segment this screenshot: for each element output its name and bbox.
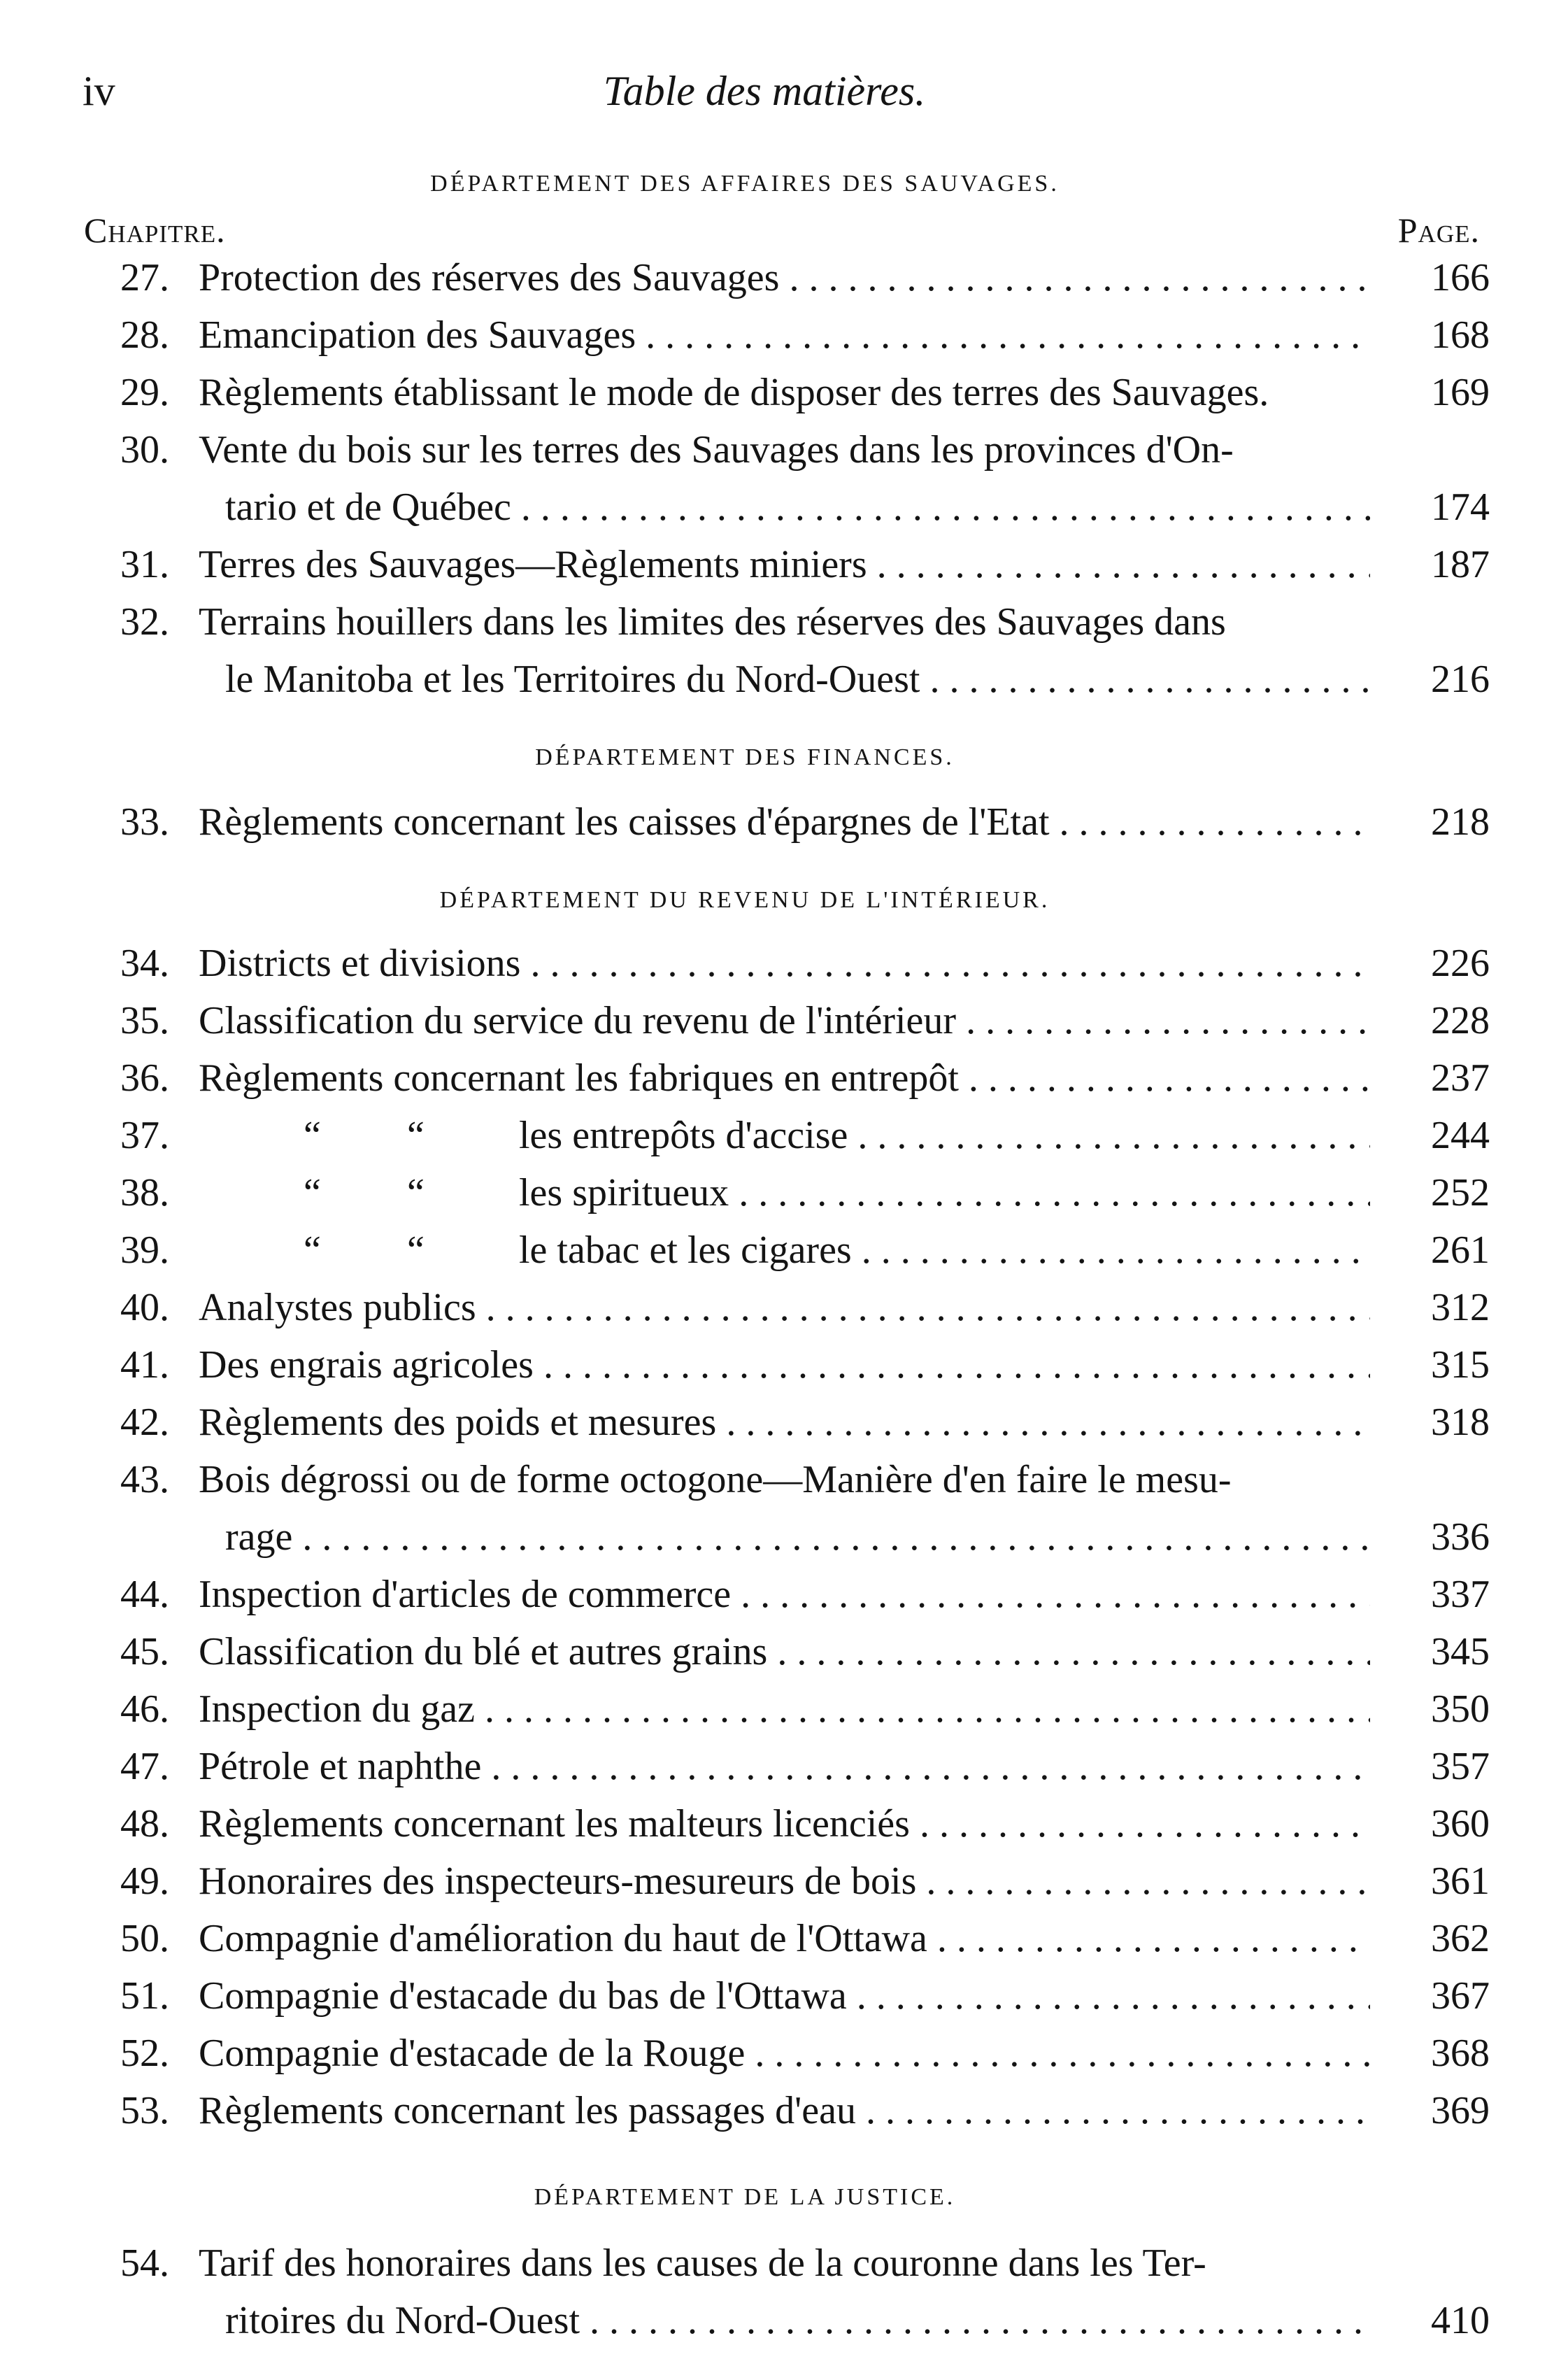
chapter-number: 39.: [120, 1228, 169, 1272]
leader-dots: [1050, 800, 1371, 844]
page-ref: 166: [1431, 256, 1490, 299]
page-ref: 368: [1431, 2032, 1490, 2075]
page-ref: 174: [1431, 486, 1490, 529]
entry-title: Règlements concernant les passages d'eau: [199, 2089, 856, 2132]
chapter-number: 41.: [120, 1343, 169, 1387]
entry-title: Districts et divisions: [199, 942, 521, 985]
section-title: DÉPARTEMENT DES AFFAIRES DES SAUVAGES.: [430, 171, 1060, 197]
page-ref: 237: [1431, 1056, 1490, 1100]
leader-dots: [856, 2089, 1370, 2132]
leader-dots: [292, 1515, 1370, 1559]
entry-title: Terres des Sauvages—Règlements miniers: [199, 543, 867, 586]
leader-dots: [910, 1802, 1370, 1846]
page-ref: 360: [1431, 1802, 1490, 1846]
page-ref: 369: [1431, 2089, 1490, 2132]
entry-title: Terrains houillers dans les limites des réserves des Sauvages dans: [199, 600, 1226, 644]
page-ref: 318: [1431, 1401, 1490, 1444]
entry-title: Inspection d'articles de commerce: [199, 1573, 732, 1616]
entry-title: Emancipation des Sauvages: [199, 313, 636, 357]
ditto-mark: “: [407, 1228, 425, 1272]
chapter-number: 40.: [120, 1286, 169, 1329]
chapter-number: 45.: [120, 1630, 169, 1673]
page-ref: 362: [1431, 1917, 1490, 1960]
chapter-number: 31.: [120, 543, 169, 586]
entry-title: Règlements établissant le mode de disposer des terres des Sauvages.: [199, 371, 1269, 414]
chapter-number: 34.: [120, 942, 169, 985]
page-ref: 244: [1431, 1114, 1490, 1157]
page-ref: 345: [1431, 1630, 1490, 1673]
page-ref: 312: [1431, 1286, 1490, 1329]
page-ref: 226: [1431, 942, 1490, 985]
leader-dots: [729, 1171, 1370, 1214]
leader-dots: [779, 256, 1370, 299]
ditto-mark: “: [407, 1171, 425, 1214]
page-ref: 169: [1431, 371, 1490, 414]
entry-title: Des engrais agricoles: [199, 1343, 534, 1387]
chapter-number: 46.: [120, 1687, 169, 1731]
section-title: DÉPARTEMENT DE LA JUSTICE.: [534, 2184, 956, 2210]
page-ref: 261: [1431, 1228, 1490, 1272]
column-header-page: Page.: [1397, 211, 1480, 250]
chapter-number: 28.: [120, 313, 169, 357]
page-ref: 315: [1431, 1343, 1490, 1387]
ditto-mark: “: [304, 1228, 321, 1272]
chapter-number: 27.: [120, 256, 169, 299]
chapter-number: 48.: [120, 1802, 169, 1846]
leader-dots: [847, 1974, 1370, 2018]
ditto-mark: “: [407, 1114, 425, 1157]
leader-dots: [927, 1917, 1370, 1960]
leader-dots: [481, 1745, 1370, 1788]
chapter-number: 54.: [120, 2241, 169, 2285]
page-ref: 410: [1431, 2299, 1490, 2342]
entry-title: les spiritueux: [519, 1171, 729, 1214]
entry-title: ritoires du Nord-Ouest: [225, 2299, 580, 2342]
chapter-number: 35.: [120, 999, 169, 1042]
entry-title: le tabac et les cigares: [519, 1228, 852, 1272]
chapter-number: 33.: [120, 800, 169, 844]
entry-title: Vente du bois sur les terres des Sauvages dans les provinces d'On-: [199, 428, 1234, 472]
section-title: DÉPARTEMENT DU REVENU DE L'INTÉRIEUR.: [439, 887, 1050, 913]
chapter-number: 49.: [120, 1860, 169, 1903]
entry-title: Règlements concernant les fabriques en entrepôt: [199, 1056, 959, 1100]
leader-dots: [852, 1228, 1370, 1272]
page-ref: 218: [1431, 800, 1490, 844]
leader-dots: [580, 2299, 1370, 2342]
column-header-chapter: Chapitre.: [84, 211, 226, 250]
leader-dots: [920, 658, 1370, 701]
leader-dots: [511, 486, 1370, 529]
running-title: Table des matières.: [603, 68, 926, 114]
entry-title: tario et de Québec: [225, 486, 511, 529]
chapter-number: 51.: [120, 1974, 169, 2018]
chapter-number: 43.: [120, 1458, 169, 1501]
page-ref: 252: [1431, 1171, 1490, 1214]
page-ref: 337: [1431, 1573, 1490, 1616]
leader-dots: [731, 1573, 1370, 1616]
page-number: iv: [83, 68, 115, 114]
chapter-number: 53.: [120, 2089, 169, 2132]
chapter-number: 37.: [120, 1114, 169, 1157]
leader-dots: [636, 313, 1370, 357]
entry-title: Compagnie d'amélioration du haut de l'Ottawa: [199, 1917, 927, 1960]
entry-title: Tarif des honoraires dans les causes de la couronne dans les Ter-: [199, 2241, 1206, 2285]
entry-title: Protection des réserves des Sauvages: [199, 256, 780, 299]
entry-title: Inspection du gaz: [199, 1687, 475, 1731]
chapter-number: 50.: [120, 1917, 169, 1960]
page-ref: 336: [1431, 1515, 1490, 1559]
entry-title: rage: [225, 1515, 293, 1559]
page-ref: 187: [1431, 543, 1490, 586]
chapter-number: 52.: [120, 2032, 169, 2075]
entry-title: Classification du blé et autres grains: [199, 1630, 768, 1673]
entry-title: Règlements concernant les malteurs licenciés: [199, 1802, 910, 1846]
leader-dots: [959, 1056, 1370, 1100]
page-header: [83, 67, 1446, 130]
chapter-number: 29.: [120, 371, 169, 414]
entry-title: Compagnie d'estacade de la Rouge: [199, 2032, 746, 2075]
leader-dots: [916, 1860, 1370, 1903]
leader-dots: [716, 1401, 1370, 1444]
chapter-number: 32.: [120, 600, 169, 644]
entry-title: Bois dégrossi ou de forme octogone—Manière d'en faire le mesu-: [199, 1458, 1232, 1501]
page-ref: 357: [1431, 1745, 1490, 1788]
leader-dots: [767, 1630, 1370, 1673]
leader-dots: [745, 2032, 1370, 2075]
page-ref: 228: [1431, 999, 1490, 1042]
leader-dots: [476, 1286, 1370, 1329]
leader-dots: [520, 942, 1370, 985]
chapter-number: 42.: [120, 1401, 169, 1444]
page-ref: 350: [1431, 1687, 1490, 1731]
leader-dots: [956, 999, 1370, 1042]
page-ref: 216: [1431, 658, 1490, 701]
chapter-number: 30.: [120, 428, 169, 472]
entry-title: les entrepôts d'accise: [519, 1114, 848, 1157]
chapter-number: 44.: [120, 1573, 169, 1616]
leader-dots: [475, 1687, 1370, 1731]
section-title: DÉPARTEMENT DES FINANCES.: [535, 744, 955, 770]
entry-title: le Manitoba et les Territoires du Nord-Ouest: [225, 658, 920, 701]
page-ref: 168: [1431, 313, 1490, 357]
entry-title: Règlements concernant les caisses d'épargnes de l'Etat: [199, 800, 1050, 844]
entry-title: Pétrole et naphthe: [199, 1745, 482, 1788]
leader-dots: [848, 1114, 1370, 1157]
chapter-number: 38.: [120, 1171, 169, 1214]
leader-dots: [534, 1343, 1370, 1387]
entry-title: Classification du service du revenu de l'intérieur: [199, 999, 957, 1042]
chapter-number: 47.: [120, 1745, 169, 1788]
leader-dots: [867, 543, 1370, 586]
entry-title: Compagnie d'estacade du bas de l'Ottawa: [199, 1974, 847, 2018]
page-ref: 361: [1431, 1860, 1490, 1903]
entry-title: Analystes publics: [199, 1286, 476, 1329]
ditto-mark: “: [304, 1114, 321, 1157]
entry-title: Règlements des poids et mesures: [199, 1401, 717, 1444]
ditto-mark: “: [304, 1171, 321, 1214]
entry-title: Honoraires des inspecteurs-mesureurs de bois: [199, 1860, 917, 1903]
chapter-number: 36.: [120, 1056, 169, 1100]
page-ref: 367: [1431, 1974, 1490, 2018]
